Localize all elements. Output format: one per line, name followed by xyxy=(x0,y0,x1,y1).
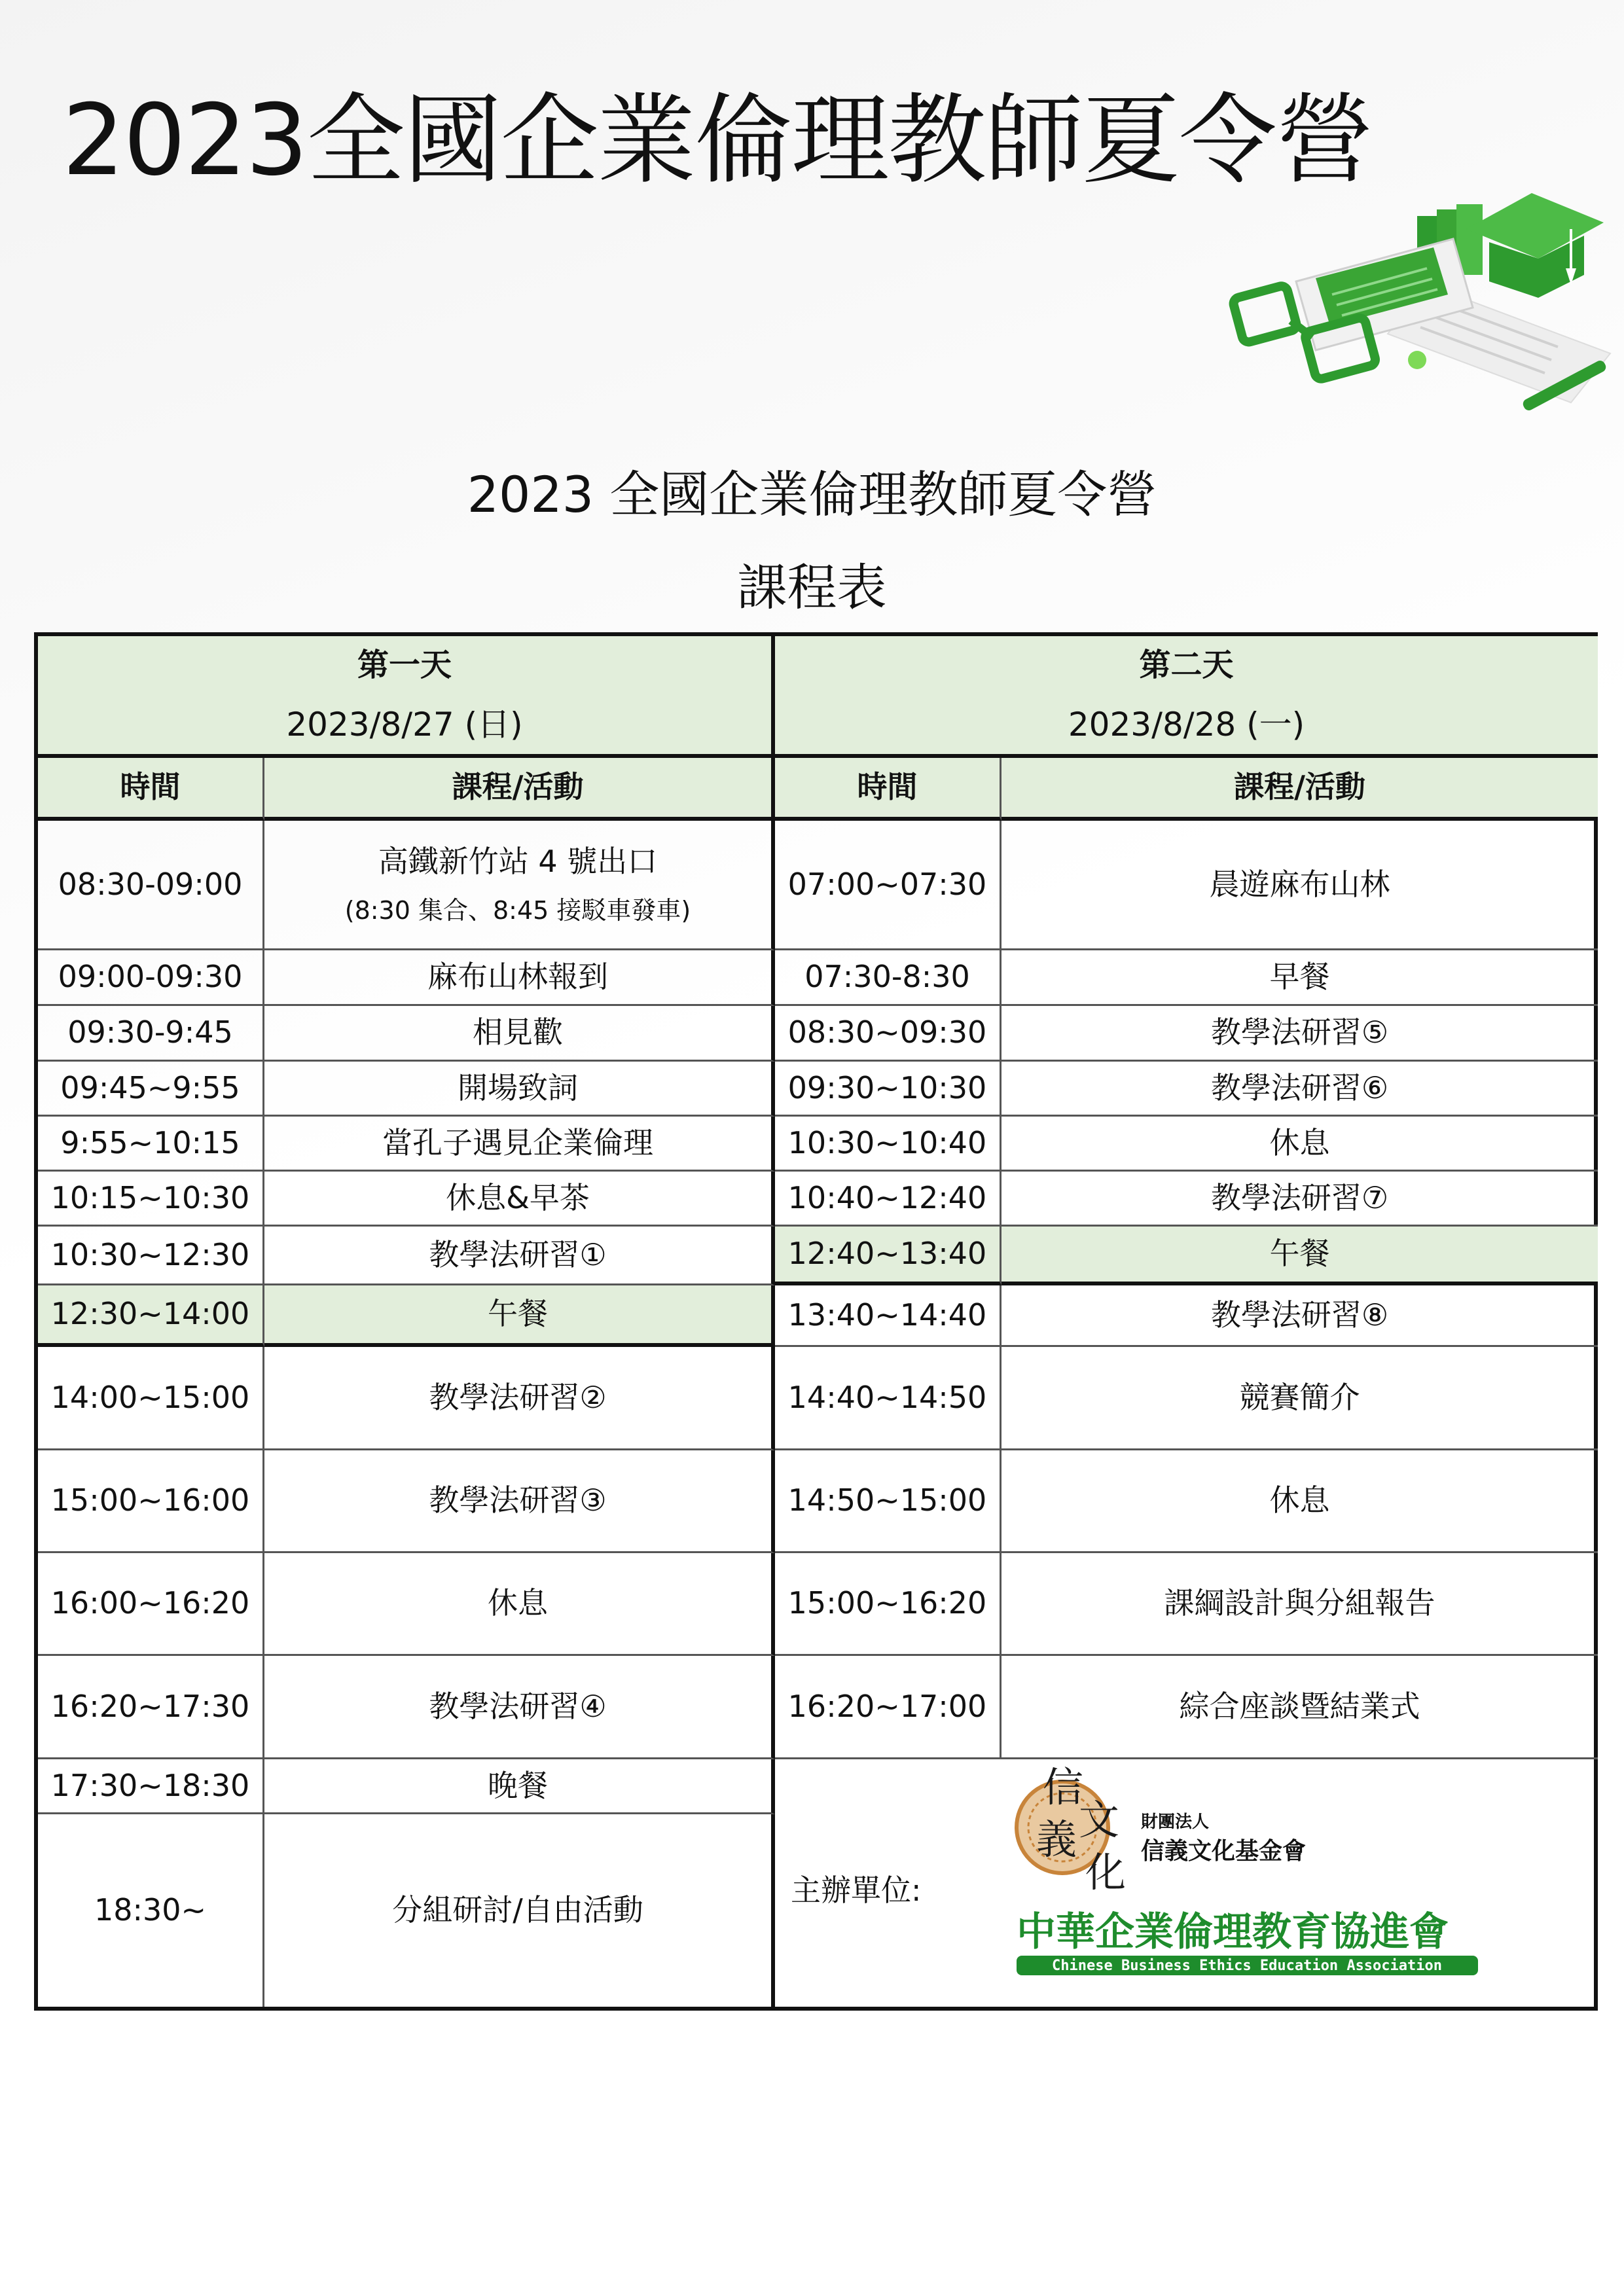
day2-row-course: 教學法研習⑦ xyxy=(1001,1172,1598,1227)
schedule-table xyxy=(34,632,1598,2011)
day1-row-time: 17:30~18:30 xyxy=(38,1759,264,1814)
day1-row-course: 休息 xyxy=(264,1553,775,1656)
day2-col-time: 時間 xyxy=(775,758,1001,821)
schedule-subtitle: 2023 全國企業倫理教師夏令營 xyxy=(467,465,1157,524)
host-logos xyxy=(1007,1755,1504,1978)
day1-row-course: 教學法研習③ xyxy=(264,1450,775,1553)
day2-row-time: 16:20~17:00 xyxy=(775,1656,1001,1759)
day1-row-course: 教學法研習② xyxy=(264,1347,775,1450)
day1-row-course: 分組研討/自由活動 xyxy=(264,1814,775,2007)
day1-row-time: 10:15~10:30 xyxy=(38,1172,264,1227)
day2-row-course: 早餐 xyxy=(1001,950,1598,1006)
day2-row-time: 13:40~14:40 xyxy=(775,1285,1001,1347)
day2-row-time: 15:00~16:20 xyxy=(775,1553,1001,1656)
day1-row-time: 16:00~16:20 xyxy=(38,1553,264,1656)
course-note: (8:30 集合、8:45 接駁車發車) xyxy=(344,895,691,925)
seal-char: 信 xyxy=(1043,1763,1084,1811)
seal-char: 義 xyxy=(1036,1816,1077,1863)
seal-char: 化 xyxy=(1085,1848,1127,1896)
day1-date: 2023/8/27 (日) xyxy=(286,705,523,744)
day1-row-time: 14:00~15:00 xyxy=(38,1347,264,1450)
day2-row-course: 晨遊麻布山林 xyxy=(1001,821,1598,950)
schedule-caption: 課程表 xyxy=(737,558,887,617)
day1-header xyxy=(38,636,775,758)
day1-row-time: 10:30~12:30 xyxy=(38,1227,264,1285)
course-title: 高鐵新竹站 4 號出口 xyxy=(378,844,658,879)
day1-col-course: 課程/活動 xyxy=(264,758,775,821)
day2-row-course: 綜合座談暨結業式 xyxy=(1001,1656,1598,1759)
day2-row-time: 14:40~14:50 xyxy=(775,1347,1001,1450)
day2-row-course: 教學法研習⑥ xyxy=(1001,1062,1598,1117)
org1-prefix: 財團法人 xyxy=(1141,1812,1210,1832)
day2-row-time: 10:40~12:40 xyxy=(775,1172,1001,1227)
day1-row-time: 16:20~17:30 xyxy=(38,1656,264,1759)
org1-name: 信義文化基金會 xyxy=(1141,1838,1307,1865)
day2-row-course: 教學法研習⑧ xyxy=(1001,1285,1598,1347)
page-title: 2023全國企業倫理教師夏令營 xyxy=(62,84,1373,198)
day1-row-time: 09:45~9:55 xyxy=(38,1062,264,1117)
day2-row-time: 12:40~13:40 xyxy=(775,1227,1001,1285)
day2-row-time: 09:30~10:30 xyxy=(775,1062,1001,1117)
org2-english: Chinese Business Ethics Education Association xyxy=(1051,1958,1443,1974)
day2-row-time: 07:00~07:30 xyxy=(775,821,1001,950)
day2-row-course: 競賽簡介 xyxy=(1001,1347,1598,1450)
day1-row-course: 相見歡 xyxy=(264,1006,775,1062)
day1-col-time: 時間 xyxy=(38,758,264,821)
seal-logo xyxy=(1017,1763,1126,1896)
day1-row-time: 18:30~ xyxy=(38,1814,264,2007)
seal-char: 文 xyxy=(1079,1796,1120,1844)
day1-row-course: 當孔子遇見企業倫理 xyxy=(264,1117,775,1172)
host-label: 主辦單位: xyxy=(791,1873,922,1908)
day2-row-time: 07:30-8:30 xyxy=(775,950,1001,1006)
day2-header xyxy=(775,636,1598,758)
day2-row-time: 10:30~10:40 xyxy=(775,1117,1001,1172)
day2-row-time: 08:30~09:30 xyxy=(775,1006,1001,1062)
day1-row-time: 15:00~16:00 xyxy=(38,1450,264,1553)
day1-row-course: 教學法研習④ xyxy=(264,1656,775,1759)
day2-row-course: 休息 xyxy=(1001,1117,1598,1172)
day1-row-time: 12:30~14:00 xyxy=(38,1285,264,1347)
day2-row-course: 休息 xyxy=(1001,1450,1598,1553)
day2-name: 第二天 xyxy=(1139,646,1234,683)
day1-row-course: 教學法研習① xyxy=(264,1227,775,1285)
day1-name: 第一天 xyxy=(357,646,452,683)
day1-row-course: 麻布山林報到 xyxy=(264,950,775,1006)
education-illustration xyxy=(1218,177,1623,452)
day2-row-course: 午餐 xyxy=(1001,1227,1598,1285)
day1-row-time: 9:55~10:15 xyxy=(38,1117,264,1172)
day2-row-course: 教學法研習⑤ xyxy=(1001,1006,1598,1062)
day1-row-course: 晚餐 xyxy=(264,1759,775,1814)
day1-row-time: 09:30-9:45 xyxy=(38,1006,264,1062)
day1-row-course: 開場致詞 xyxy=(264,1062,775,1117)
day1-row-course: 休息&早茶 xyxy=(264,1172,775,1227)
day1-row-time: 08:30-09:00 xyxy=(38,821,264,950)
day2-col-course: 課程/活動 xyxy=(1001,758,1598,821)
day2-row-time: 14:50~15:00 xyxy=(775,1450,1001,1553)
org2-name: 中華企業倫理教育協進會 xyxy=(1017,1909,1449,1955)
day2-date: 2023/8/28 (一) xyxy=(1068,705,1305,744)
day1-row-course: 午餐 xyxy=(264,1285,775,1347)
day1-row-time: 09:00-09:30 xyxy=(38,950,264,1006)
day1-row-course xyxy=(264,821,775,950)
day2-row-course: 課綱設計與分組報告 xyxy=(1001,1553,1598,1656)
